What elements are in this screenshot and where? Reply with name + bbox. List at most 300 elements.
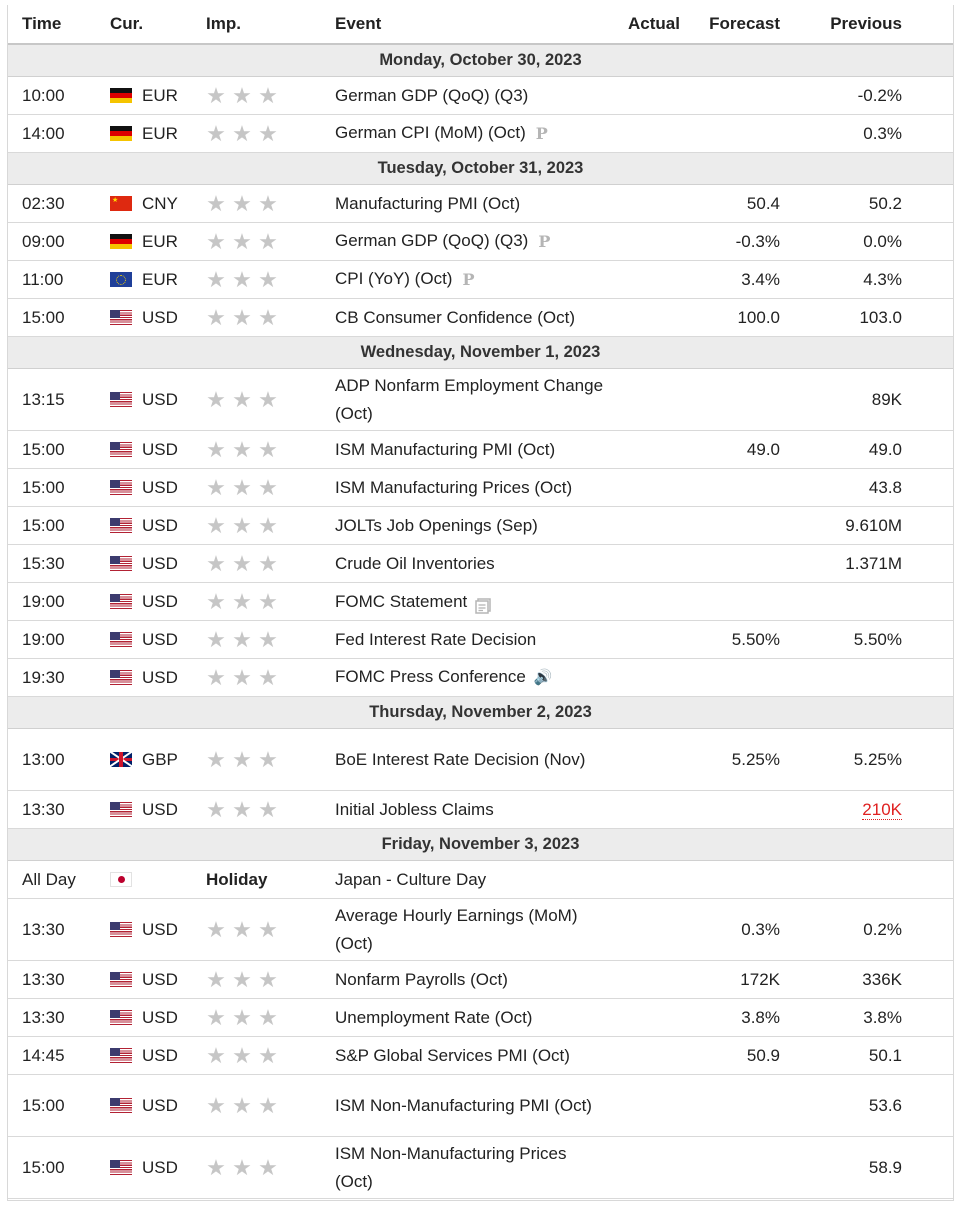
star-icon: ★ <box>206 266 226 292</box>
date-header: Thursday, November 2, 2023 <box>8 697 953 729</box>
event-name-cell <box>335 261 605 299</box>
event-previous: 103.0 <box>859 307 902 327</box>
star-icon: ★ <box>206 474 226 500</box>
event-currency-cell <box>110 729 206 791</box>
event-currency-cell <box>110 545 206 583</box>
event-row[interactable] <box>8 507 953 545</box>
star-icon: ★ <box>206 664 226 690</box>
star-icon: ★ <box>232 916 252 942</box>
event-name[interactable]: Manufacturing PMI (Oct) <box>335 193 521 213</box>
header-forecast[interactable]: Forecast <box>680 5 780 44</box>
header-previous[interactable]: Previous <box>780 5 902 44</box>
star-icon: ★ <box>206 436 226 462</box>
event-actual <box>605 1075 680 1137</box>
event-name-cell <box>335 1137 605 1199</box>
event-name[interactable]: ADP Nonfarm Employment Change (Oct) <box>335 375 604 423</box>
event-importance <box>206 369 335 431</box>
star-icon: ★ <box>232 746 252 772</box>
event-time: 15:00 <box>8 469 110 507</box>
event-forecast <box>680 77 780 115</box>
event-time: 15:30 <box>8 545 110 583</box>
flag-us-icon <box>110 632 132 647</box>
flag-us-icon <box>110 442 132 457</box>
event-time: 19:00 <box>8 583 110 621</box>
star-icon: ★ <box>232 966 252 992</box>
event-name[interactable]: BoE Interest Rate Decision (Nov) <box>335 749 586 769</box>
star-icon: ★ <box>206 746 226 772</box>
event-name[interactable]: ISM Manufacturing Prices (Oct) <box>335 477 573 497</box>
event-importance <box>206 583 335 621</box>
star-icon: ★ <box>206 304 226 330</box>
event-name[interactable]: German CPI (MoM) (Oct) <box>335 123 526 143</box>
event-importance <box>206 999 335 1037</box>
star-icon: ★ <box>206 916 226 942</box>
event-previous: 336K <box>862 969 902 989</box>
event-forecast: 3.8% <box>680 999 780 1037</box>
star-icon: ★ <box>232 228 252 254</box>
event-name[interactable]: FOMC Statement <box>335 591 468 611</box>
header-spacer <box>902 5 953 44</box>
table-header-row <box>8 5 953 44</box>
event-forecast: 100.0 <box>680 299 780 337</box>
star-icon: ★ <box>258 1042 278 1068</box>
event-currency-cell <box>110 861 206 899</box>
event-name[interactable]: Unemployment Rate (Oct) <box>335 1007 533 1027</box>
event-forecast: 50.4 <box>680 185 780 223</box>
flag-de-icon <box>110 234 132 249</box>
event-currency-cell <box>110 223 206 261</box>
event-row[interactable] <box>8 659 953 697</box>
event-previous: 1.371M <box>845 553 902 573</box>
event-currency-cell <box>110 469 206 507</box>
flag-us-icon <box>110 670 132 685</box>
event-forecast <box>680 369 780 431</box>
star-icon: ★ <box>206 626 226 652</box>
event-time: 15:00 <box>8 431 110 469</box>
row-spacer <box>902 999 953 1037</box>
event-importance <box>206 507 335 545</box>
star-icon: ★ <box>258 1004 278 1030</box>
event-name[interactable]: ISM Manufacturing PMI (Oct) <box>335 439 556 459</box>
event-importance <box>206 1137 335 1199</box>
currency-code: USD <box>142 969 178 989</box>
event-forecast: 5.50% <box>680 621 780 659</box>
event-row[interactable] <box>8 791 953 829</box>
event-row[interactable] <box>8 999 953 1037</box>
event-row[interactable] <box>8 299 953 337</box>
row-spacer <box>902 583 953 621</box>
event-actual <box>605 961 680 999</box>
event-row[interactable] <box>8 223 953 261</box>
currency-code: USD <box>142 919 178 939</box>
row-spacer <box>902 369 953 431</box>
star-icon: ★ <box>258 588 278 614</box>
event-name[interactable]: Initial Jobless Claims <box>335 799 494 819</box>
event-forecast: 50.9 <box>680 1037 780 1075</box>
star-icon: ★ <box>258 512 278 538</box>
event-time: 15:00 <box>8 1075 110 1137</box>
event-forecast <box>680 115 780 153</box>
event-previous-cell <box>780 431 902 469</box>
event-name-cell <box>335 77 605 115</box>
event-forecast: 172K <box>680 961 780 999</box>
flag-jp-icon <box>110 872 132 887</box>
star-icon: ★ <box>206 82 226 108</box>
star-icon: ★ <box>258 746 278 772</box>
event-currency-cell <box>110 1137 206 1199</box>
flag-eu-icon <box>110 272 132 287</box>
star-icon: ★ <box>232 386 252 412</box>
event-previous: 4.3% <box>863 269 902 289</box>
star-icon: ★ <box>232 1154 252 1180</box>
event-row[interactable] <box>8 77 953 115</box>
event-row[interactable] <box>8 621 953 659</box>
event-name[interactable]: CPI (YoY) (Oct) <box>335 269 453 289</box>
flag-us-icon <box>110 802 132 817</box>
star-icon: ★ <box>258 966 278 992</box>
document-icon <box>475 595 490 610</box>
event-time: 11:00 <box>8 261 110 299</box>
currency-code: USD <box>142 439 178 459</box>
row-spacer <box>902 469 953 507</box>
date-header-row <box>8 697 953 729</box>
event-time: 13:30 <box>8 999 110 1037</box>
event-currency-cell <box>110 185 206 223</box>
row-spacer <box>902 961 953 999</box>
event-name-cell <box>335 223 605 261</box>
event-row[interactable] <box>8 1137 953 1199</box>
star-icon: ★ <box>206 228 226 254</box>
event-forecast <box>680 1075 780 1137</box>
event-previous-cell <box>780 583 902 621</box>
event-currency-cell <box>110 659 206 697</box>
event-currency-cell <box>110 1075 206 1137</box>
flag-gb-icon <box>110 752 132 767</box>
event-importance <box>206 545 335 583</box>
star-icon: ★ <box>258 916 278 942</box>
event-forecast <box>680 583 780 621</box>
event-previous-cell <box>780 1075 902 1137</box>
event-name[interactable]: Crude Oil Inventories <box>335 553 495 573</box>
event-time: 13:15 <box>8 369 110 431</box>
currency-code: USD <box>142 591 178 611</box>
speaker-icon: 🔊 <box>533 668 553 686</box>
event-time: 15:00 <box>8 1137 110 1199</box>
star-icon: ★ <box>232 266 252 292</box>
row-spacer <box>902 115 953 153</box>
event-name[interactable]: S&P Global Services PMI (Oct) <box>335 1045 570 1065</box>
event-name-cell <box>335 583 605 621</box>
event-name[interactable]: ISM Non-Manufacturing PMI (Oct) <box>335 1095 592 1115</box>
event-row[interactable] <box>8 583 953 621</box>
event-name[interactable]: Nonfarm Payrolls (Oct) <box>335 969 508 989</box>
event-previous-cell <box>780 469 902 507</box>
row-spacer <box>902 185 953 223</box>
star-icon: ★ <box>258 1154 278 1180</box>
flag-us-icon <box>110 1098 132 1113</box>
row-spacer <box>902 1137 953 1199</box>
event-currency-cell <box>110 369 206 431</box>
event-currency-cell <box>110 621 206 659</box>
event-actual <box>605 729 680 791</box>
flag-us-icon <box>110 1048 132 1063</box>
star-icon: ★ <box>206 1042 226 1068</box>
event-name[interactable]: Average Hourly Earnings (MoM) (Oct) <box>335 905 578 953</box>
event-time: 15:00 <box>8 507 110 545</box>
event-actual <box>605 261 680 299</box>
date-header-row <box>8 44 953 77</box>
event-previous-cell <box>780 299 902 337</box>
event-name-cell <box>335 115 605 153</box>
event-currency-cell <box>110 77 206 115</box>
star-icon: ★ <box>206 796 226 822</box>
star-icon: ★ <box>258 120 278 146</box>
event-name-cell <box>335 369 605 431</box>
currency-code: EUR <box>142 231 178 251</box>
star-icon: ★ <box>232 550 252 576</box>
event-time: 09:00 <box>8 223 110 261</box>
row-spacer <box>902 621 953 659</box>
event-previous: 50.2 <box>868 193 902 213</box>
currency-code: USD <box>142 389 178 409</box>
event-currency-cell <box>110 961 206 999</box>
event-importance <box>206 77 335 115</box>
event-previous-cell <box>780 545 902 583</box>
event-currency-cell <box>110 299 206 337</box>
event-row[interactable] <box>8 261 953 299</box>
row-spacer <box>902 261 953 299</box>
event-name[interactable]: German GDP (QoQ) (Q3) <box>335 231 529 251</box>
event-row[interactable] <box>8 1037 953 1075</box>
event-name[interactable]: Japan - Culture Day <box>335 869 487 889</box>
event-name-cell <box>335 621 605 659</box>
star-icon: ★ <box>232 82 252 108</box>
event-previous-cell <box>780 507 902 545</box>
star-icon: ★ <box>232 436 252 462</box>
flag-us-icon <box>110 556 132 571</box>
event-name[interactable]: JOLTs Job Openings (Sep) <box>335 515 538 535</box>
star-icon: ★ <box>258 796 278 822</box>
event-name[interactable]: German GDP (QoQ) (Q3) <box>335 85 529 105</box>
event-forecast: 3.4% <box>680 261 780 299</box>
economic-calendar <box>7 5 954 1201</box>
date-header-row <box>8 829 953 861</box>
event-time: 14:00 <box>8 115 110 153</box>
event-actual <box>605 469 680 507</box>
event-row[interactable] <box>8 115 953 153</box>
event-previous: 43.8 <box>868 477 902 497</box>
event-previous: 5.50% <box>853 629 902 649</box>
event-name-cell <box>335 999 605 1037</box>
star-icon: ★ <box>232 796 252 822</box>
event-previous: 58.9 <box>868 1157 902 1177</box>
event-previous-cell <box>780 961 902 999</box>
row-spacer <box>902 791 953 829</box>
event-row[interactable] <box>8 1075 953 1137</box>
header-actual[interactable]: Actual <box>605 5 680 44</box>
calendar-table <box>8 5 953 1199</box>
event-previous-cell <box>780 999 902 1037</box>
event-actual <box>605 299 680 337</box>
header-importance[interactable]: Imp. <box>206 5 335 44</box>
event-time: 13:30 <box>8 961 110 999</box>
event-time: All Day <box>8 861 110 899</box>
event-row[interactable] <box>8 729 953 791</box>
star-icon: ★ <box>258 626 278 652</box>
date-header: Monday, October 30, 2023 <box>8 44 953 77</box>
event-previous-cell <box>780 185 902 223</box>
star-icon: ★ <box>258 550 278 576</box>
event-name-cell <box>335 431 605 469</box>
event-name-cell <box>335 185 605 223</box>
event-actual <box>605 861 680 899</box>
event-name-cell <box>335 545 605 583</box>
event-name[interactable]: FOMC Press Conference <box>335 667 526 687</box>
star-icon: ★ <box>206 550 226 576</box>
event-name-cell <box>335 469 605 507</box>
event-currency-cell <box>110 583 206 621</box>
event-name[interactable]: CB Consumer Confidence (Oct) <box>335 307 575 327</box>
event-forecast <box>680 659 780 697</box>
preliminary-icon: P <box>538 231 551 251</box>
event-importance <box>206 659 335 697</box>
event-row[interactable] <box>8 431 953 469</box>
event-importance <box>206 899 335 961</box>
date-header: Friday, November 3, 2023 <box>8 829 953 861</box>
currency-code: CNY <box>142 193 178 213</box>
star-icon: ★ <box>232 588 252 614</box>
currency-code: USD <box>142 799 178 819</box>
currency-code: USD <box>142 307 178 327</box>
event-actual <box>605 791 680 829</box>
event-previous-cell <box>780 621 902 659</box>
event-row[interactable] <box>8 469 953 507</box>
calendar-body <box>8 44 953 1199</box>
row-spacer <box>902 1075 953 1137</box>
star-icon: ★ <box>258 386 278 412</box>
event-name[interactable]: ISM Non-Manufacturing Prices (Oct) <box>335 1143 567 1191</box>
event-name-cell <box>335 899 605 961</box>
currency-code: USD <box>142 629 178 649</box>
event-previous: -0.2% <box>857 85 902 105</box>
flag-us-icon <box>110 1010 132 1025</box>
event-name-cell <box>335 1037 605 1075</box>
event-importance <box>206 261 335 299</box>
event-previous[interactable]: 210K <box>862 799 902 819</box>
header-currency[interactable]: Cur. <box>110 5 206 44</box>
flag-cn-icon <box>110 196 132 211</box>
event-row[interactable] <box>8 545 953 583</box>
currency-code: USD <box>142 477 178 497</box>
event-previous: 50.1 <box>868 1045 902 1065</box>
event-row[interactable] <box>8 369 953 431</box>
event-currency-cell <box>110 899 206 961</box>
event-previous-cell <box>780 77 902 115</box>
event-currency-cell <box>110 115 206 153</box>
event-importance <box>206 223 335 261</box>
event-forecast <box>680 545 780 583</box>
event-currency-cell <box>110 431 206 469</box>
event-previous: 3.8% <box>863 1007 902 1027</box>
event-actual <box>605 223 680 261</box>
header-time[interactable]: Time <box>8 5 110 44</box>
event-name-cell <box>335 861 605 899</box>
event-row[interactable] <box>8 185 953 223</box>
event-importance <box>206 115 335 153</box>
flag-us-icon <box>110 922 132 937</box>
star-icon: ★ <box>258 190 278 216</box>
event-time: 13:30 <box>8 899 110 961</box>
star-icon: ★ <box>232 626 252 652</box>
event-name[interactable]: Fed Interest Rate Decision <box>335 629 537 649</box>
event-time: 15:00 <box>8 299 110 337</box>
event-forecast <box>680 507 780 545</box>
event-actual <box>605 583 680 621</box>
row-spacer <box>902 223 953 261</box>
event-importance <box>206 729 335 791</box>
date-header: Wednesday, November 1, 2023 <box>8 337 953 369</box>
flag-us-icon <box>110 594 132 609</box>
event-name-cell <box>335 1075 605 1137</box>
event-time: 19:00 <box>8 621 110 659</box>
event-row[interactable] <box>8 899 953 961</box>
star-icon: ★ <box>258 228 278 254</box>
flag-us-icon <box>110 518 132 533</box>
currency-code: USD <box>142 553 178 573</box>
star-icon: ★ <box>232 1092 252 1118</box>
event-forecast: -0.3% <box>680 223 780 261</box>
header-event[interactable]: Event <box>335 5 605 44</box>
event-row[interactable] <box>8 961 953 999</box>
star-icon: ★ <box>206 512 226 538</box>
star-icon: ★ <box>258 436 278 462</box>
star-icon: ★ <box>206 966 226 992</box>
date-header-row <box>8 153 953 185</box>
star-icon: ★ <box>232 1004 252 1030</box>
star-icon: ★ <box>206 1154 226 1180</box>
event-forecast <box>680 791 780 829</box>
event-previous-cell <box>780 1137 902 1199</box>
star-icon: ★ <box>206 588 226 614</box>
event-currency-cell <box>110 507 206 545</box>
flag-us-icon <box>110 480 132 495</box>
row-spacer <box>902 545 953 583</box>
event-actual <box>605 369 680 431</box>
star-icon: ★ <box>232 120 252 146</box>
event-actual <box>605 77 680 115</box>
event-row[interactable] <box>8 861 953 899</box>
currency-code: USD <box>142 515 178 535</box>
event-actual <box>605 1137 680 1199</box>
row-spacer <box>902 659 953 697</box>
event-previous-cell <box>780 261 902 299</box>
currency-code: EUR <box>142 269 178 289</box>
event-importance <box>206 469 335 507</box>
event-actual <box>605 659 680 697</box>
event-importance <box>206 431 335 469</box>
star-icon: ★ <box>232 664 252 690</box>
event-actual <box>605 115 680 153</box>
event-previous-cell <box>780 659 902 697</box>
holiday-label: Holiday <box>206 869 268 889</box>
event-previous-cell <box>780 369 902 431</box>
date-header-row <box>8 337 953 369</box>
row-spacer <box>902 1037 953 1075</box>
event-forecast: 0.3% <box>680 899 780 961</box>
event-time: 02:30 <box>8 185 110 223</box>
preliminary-icon: P <box>462 269 475 289</box>
flag-us-icon <box>110 1160 132 1175</box>
